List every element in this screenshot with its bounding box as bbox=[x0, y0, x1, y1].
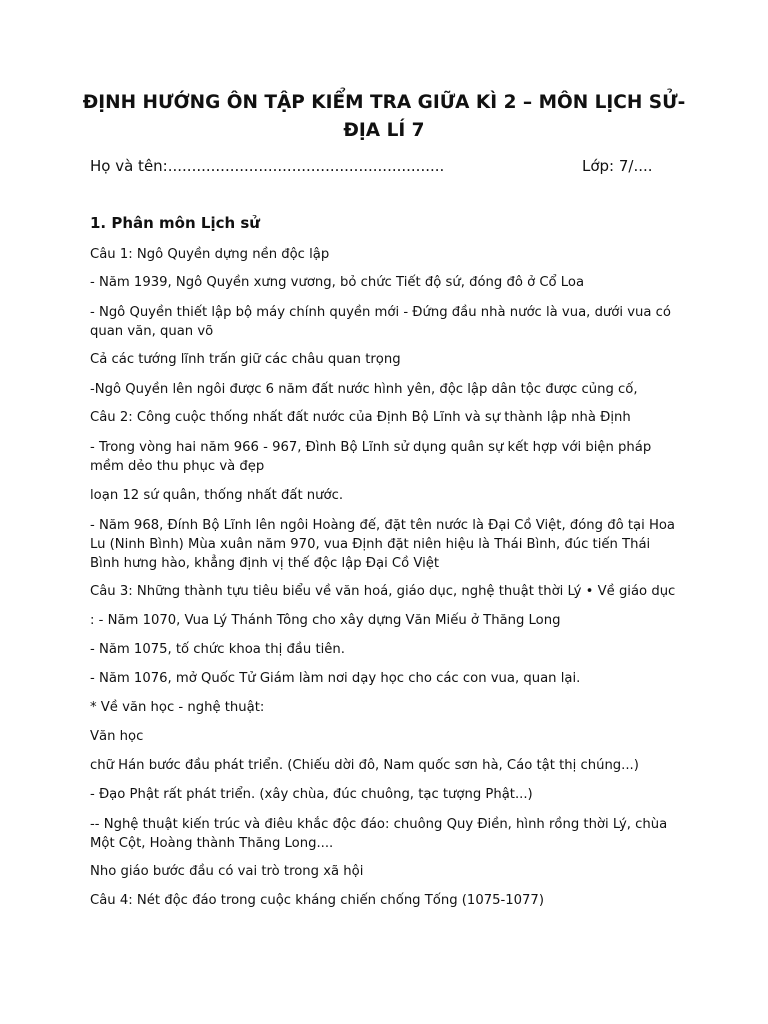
paragraph: - Năm 1939, Ngô Quyền xưng vương, bỏ chức Tiết độ sứ, đóng đô ở Cổ Loa bbox=[90, 275, 585, 290]
paragraph: loạn 12 sứ quân, thống nhất đất nước. bbox=[90, 488, 344, 503]
paragraph: - Năm 1075, tố chức khoa thị đầu tiên. bbox=[90, 642, 345, 657]
title-line-2: ĐỊA LÍ 7 bbox=[343, 120, 425, 141]
section-heading: 1. Phân môn Lịch sử bbox=[90, 214, 260, 232]
paragraph: Câu 1: Ngô Quyền dựng nền độc lập bbox=[90, 247, 330, 262]
paragraph: Câu 2: Công cuộc thống nhất đất nước của Định Bộ Lĩnh và sự thành lập nhà Định bbox=[90, 410, 631, 425]
paragraph: Câu 3: Những thành tựu tiêu biểu về văn hoá, giáo dục, nghệ thuật thời Lý • Về giáo dục bbox=[90, 584, 676, 599]
name-field-label: Họ và tên:.......................................................... bbox=[90, 157, 445, 175]
paragraph: - Năm 968, Đính Bộ Lĩnh lên ngôi Hoàng đế, đặt tên nước là Đại Cồ Việt, đóng đô tại Hoa Lu (Ninh Bình) Mùa xuân năm 970, vua Định đặt niên hiệu là Thái Bình, đúc tiến Thái Bình hưng hào, khẳng định vị thế độc lập Đại Cồ Việt bbox=[90, 518, 676, 571]
paragraph: - Ngô Quyền thiết lập bộ máy chính quyền mới - Đứng đầu nhà nước là vua, dưới vua có quan văn, quan võ bbox=[90, 305, 671, 339]
student-info-row bbox=[90, 156, 670, 176]
paragraph: * Về văn học - nghệ thuật: bbox=[90, 700, 265, 715]
title-line-1: ĐỊNH HƯỚNG ÔN TẬP KIỂM TRA GIỮA KÌ 2 – MÔN LỊCH SỬ- bbox=[82, 92, 686, 113]
paragraph: -Ngô Quyền lên ngôi được 6 năm đất nước hình yên, độc lập dân tộc được củng cố, bbox=[90, 382, 638, 397]
paragraph: - Năm 1076, mở Quốc Tử Giám làm nơi dạy học cho các con vua, quan lại. bbox=[90, 671, 581, 686]
paragraph: Nho giáo bước đầu có vai trò trong xã hội bbox=[90, 864, 364, 879]
paragraph: -- Nghệ thuật kiến trúc và điêu khắc độc đáo: chuông Quy Điền, hình rồng thời Lý, chùa Một Cột, Hoàng thành Thăng Long.... bbox=[90, 817, 668, 851]
paragraph: - Đạo Phật rất phát triển. (xây chùa, đúc chuông, tạc tượng Phật...) bbox=[90, 787, 533, 802]
paragraph: chữ Hán bước đầu phát triển. (Chiếu dời đô, Nam quốc sơn hà, Cáo tật thị chúng...) bbox=[90, 758, 639, 773]
paragraph: : - Năm 1070, Vua Lý Thánh Tông cho xây dựng Văn Miếu ở Thăng Long bbox=[90, 613, 561, 628]
paragraph: - Trong vòng hai năm 966 - 967, Đình Bộ Lĩnh sử dụng quân sự kết hợp với biện pháp mềm dẻo thu phục và đẹp bbox=[90, 440, 652, 474]
paragraph: Văn học bbox=[90, 729, 144, 744]
paragraph: Cả các tướng lĩnh trấn giữ các châu quan trọng bbox=[90, 352, 401, 367]
document-title bbox=[80, 89, 688, 145]
class-field-label: Lớp: 7/.... bbox=[582, 157, 653, 175]
paragraph: Câu 4: Nét độc đáo trong cuộc kháng chiến chống Tống (1075-1077) bbox=[90, 893, 544, 908]
